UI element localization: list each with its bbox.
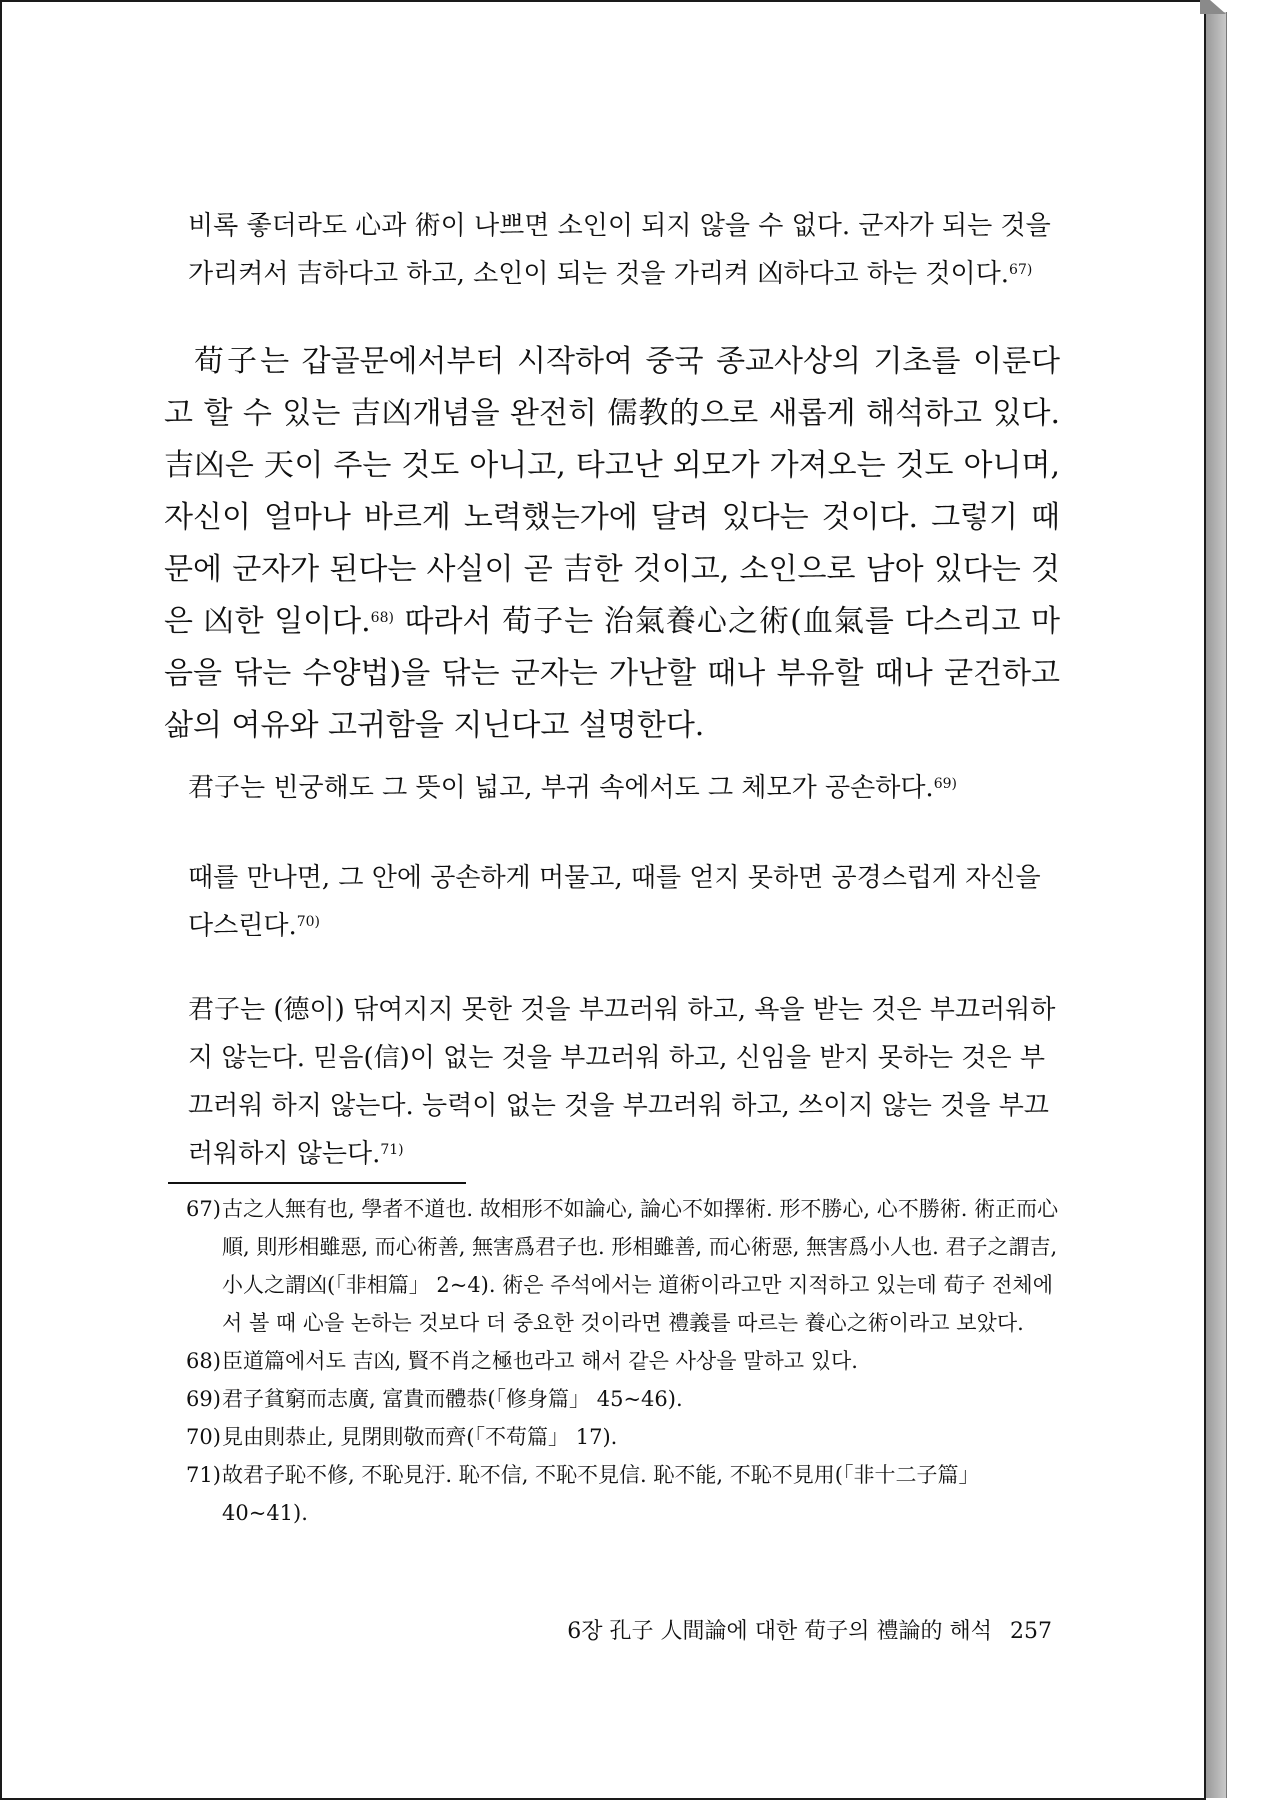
running-footer: [462, 1614, 1052, 1645]
block-quote-2: [188, 764, 1058, 812]
footnote-text: 故君子恥不修, 不恥見汙. 恥不信, 不恥不見信. 恥不能, 不恥不見用(「非十二子篇」 40~41).: [222, 1463, 980, 1525]
paragraph-text: 荀子는 갑골문에서부터 시작하여 중국 종교사상의 기초를 이룬다고 할 수 있는 吉凶개념을 완전히 儒教的으로 새롭게 해석하고 있다. 吉凶은 天이 주는 것도 아니고, 타고난 외모가 가져오는 것도 아니며, 자신이 얼마나 바르게 노력했는가에 달려 있다는 것이다. 그렇기 때문에 군자가 된다는 사실이 곧 吉한 것이고, 소인으로 남아 있다는 것은 凶한 일이다.: [164, 344, 1060, 639]
footnote-ref: 67): [1009, 262, 1033, 278]
footnote-divider: [168, 1182, 466, 1184]
block-quote-4: [188, 986, 1058, 1178]
footnote-ref: 68): [370, 610, 394, 626]
quote-text: 비록 좋더라도 心과 術이 나쁘면 소인이 되지 않을 수 없다. 군자가 되는 것을 가리켜서 吉하다고 하고, 소인이 되는 것을 가리켜 凶하다고 하는 것이다.: [188, 211, 1051, 289]
footnote-text: 見由則恭止, 見閉則敬而齊(「不苟篇」 17).: [222, 1425, 618, 1449]
body-paragraph: [164, 336, 1060, 752]
running-title: 6장 孔子 人間論에 대한 荀子의 禮論的 해석: [567, 1619, 992, 1644]
footnote-number: 68): [186, 1349, 221, 1373]
page-edge-shadow: [1206, 12, 1227, 1798]
page-number: 257: [1010, 1619, 1052, 1644]
footnote-text: 君子貧窮而志廣, 富貴而體恭(「修身篇」 45~46).: [222, 1387, 683, 1411]
footnote-number: 70): [186, 1425, 221, 1449]
footnote-text: 臣道篇에서도 吉凶, 賢不肖之極也라고 해서 같은 사상을 말하고 있다.: [222, 1349, 858, 1373]
quote-text: 때를 만나면, 그 안에 공손하게 머물고, 때를 얻지 못하면 공경스럽게 자신을 다스린다.: [188, 863, 1041, 941]
footnote-71: [186, 1456, 1060, 1532]
footnote-ref: 71): [380, 1142, 404, 1158]
footnote-number: 71): [186, 1463, 221, 1487]
footnote-68: [186, 1342, 1060, 1380]
footnote-69: [186, 1380, 1060, 1418]
footnotes: [186, 1190, 1060, 1532]
block-quote-1: [188, 202, 1058, 298]
footnote-70: [186, 1418, 1060, 1456]
quote-text: 君子는 (德이) 닦여지지 못한 것을 부끄러워 하고, 욕을 받는 것은 부끄러워하지 않는다. 믿음(信)이 없는 것을 부끄러워 하고, 신임을 받지 못하는 것은 부끄러워 하지 않는다. 능력이 없는 것을 부끄러워 하고, 쓰이지 않는 것을 부끄러워하지 않는다.: [188, 995, 1056, 1169]
page-corner: [1200, 0, 1226, 14]
footnote-number: 67): [186, 1197, 221, 1221]
footnote-67: [186, 1190, 1060, 1342]
footnote-ref: 69): [933, 776, 957, 792]
footnote-text: 古之人無有也, 學者不道也. 故相形不如論心, 論心不如擇術. 形不勝心, 心不勝術. 術正而心順, 則形相雖惡, 而心術善, 無害爲君子也. 形相雖善, 而心術惡, 無害爲小人也. 君子之謂吉, 小人之謂凶(「非相篇」 2~4). 術은 주석에서는 道術이라고만 지적하고 있는데 荀子 전체에서 볼 때 心을 논하는 것보다 더 중요한 것이라면 禮義를 따르는 養心之術이라고 보았다.: [222, 1197, 1059, 1335]
paragraph-text: 따라서 荀子는 治氣養心之術(血氣를 다스리고 마음을 닦는 수양법)을 닦는 군자는 가난할 때나 부유할 때나 굳건하고 삶의 여유와 고귀함을 지닌다고 설명한다.: [164, 604, 1060, 743]
footnote-ref: 70): [296, 914, 321, 930]
footnote-number: 69): [186, 1387, 221, 1411]
block-quote-3: [188, 854, 1058, 950]
quote-text: 君子는 빈궁해도 그 뜻이 넓고, 부귀 속에서도 그 체모가 공손하다.: [188, 773, 934, 803]
